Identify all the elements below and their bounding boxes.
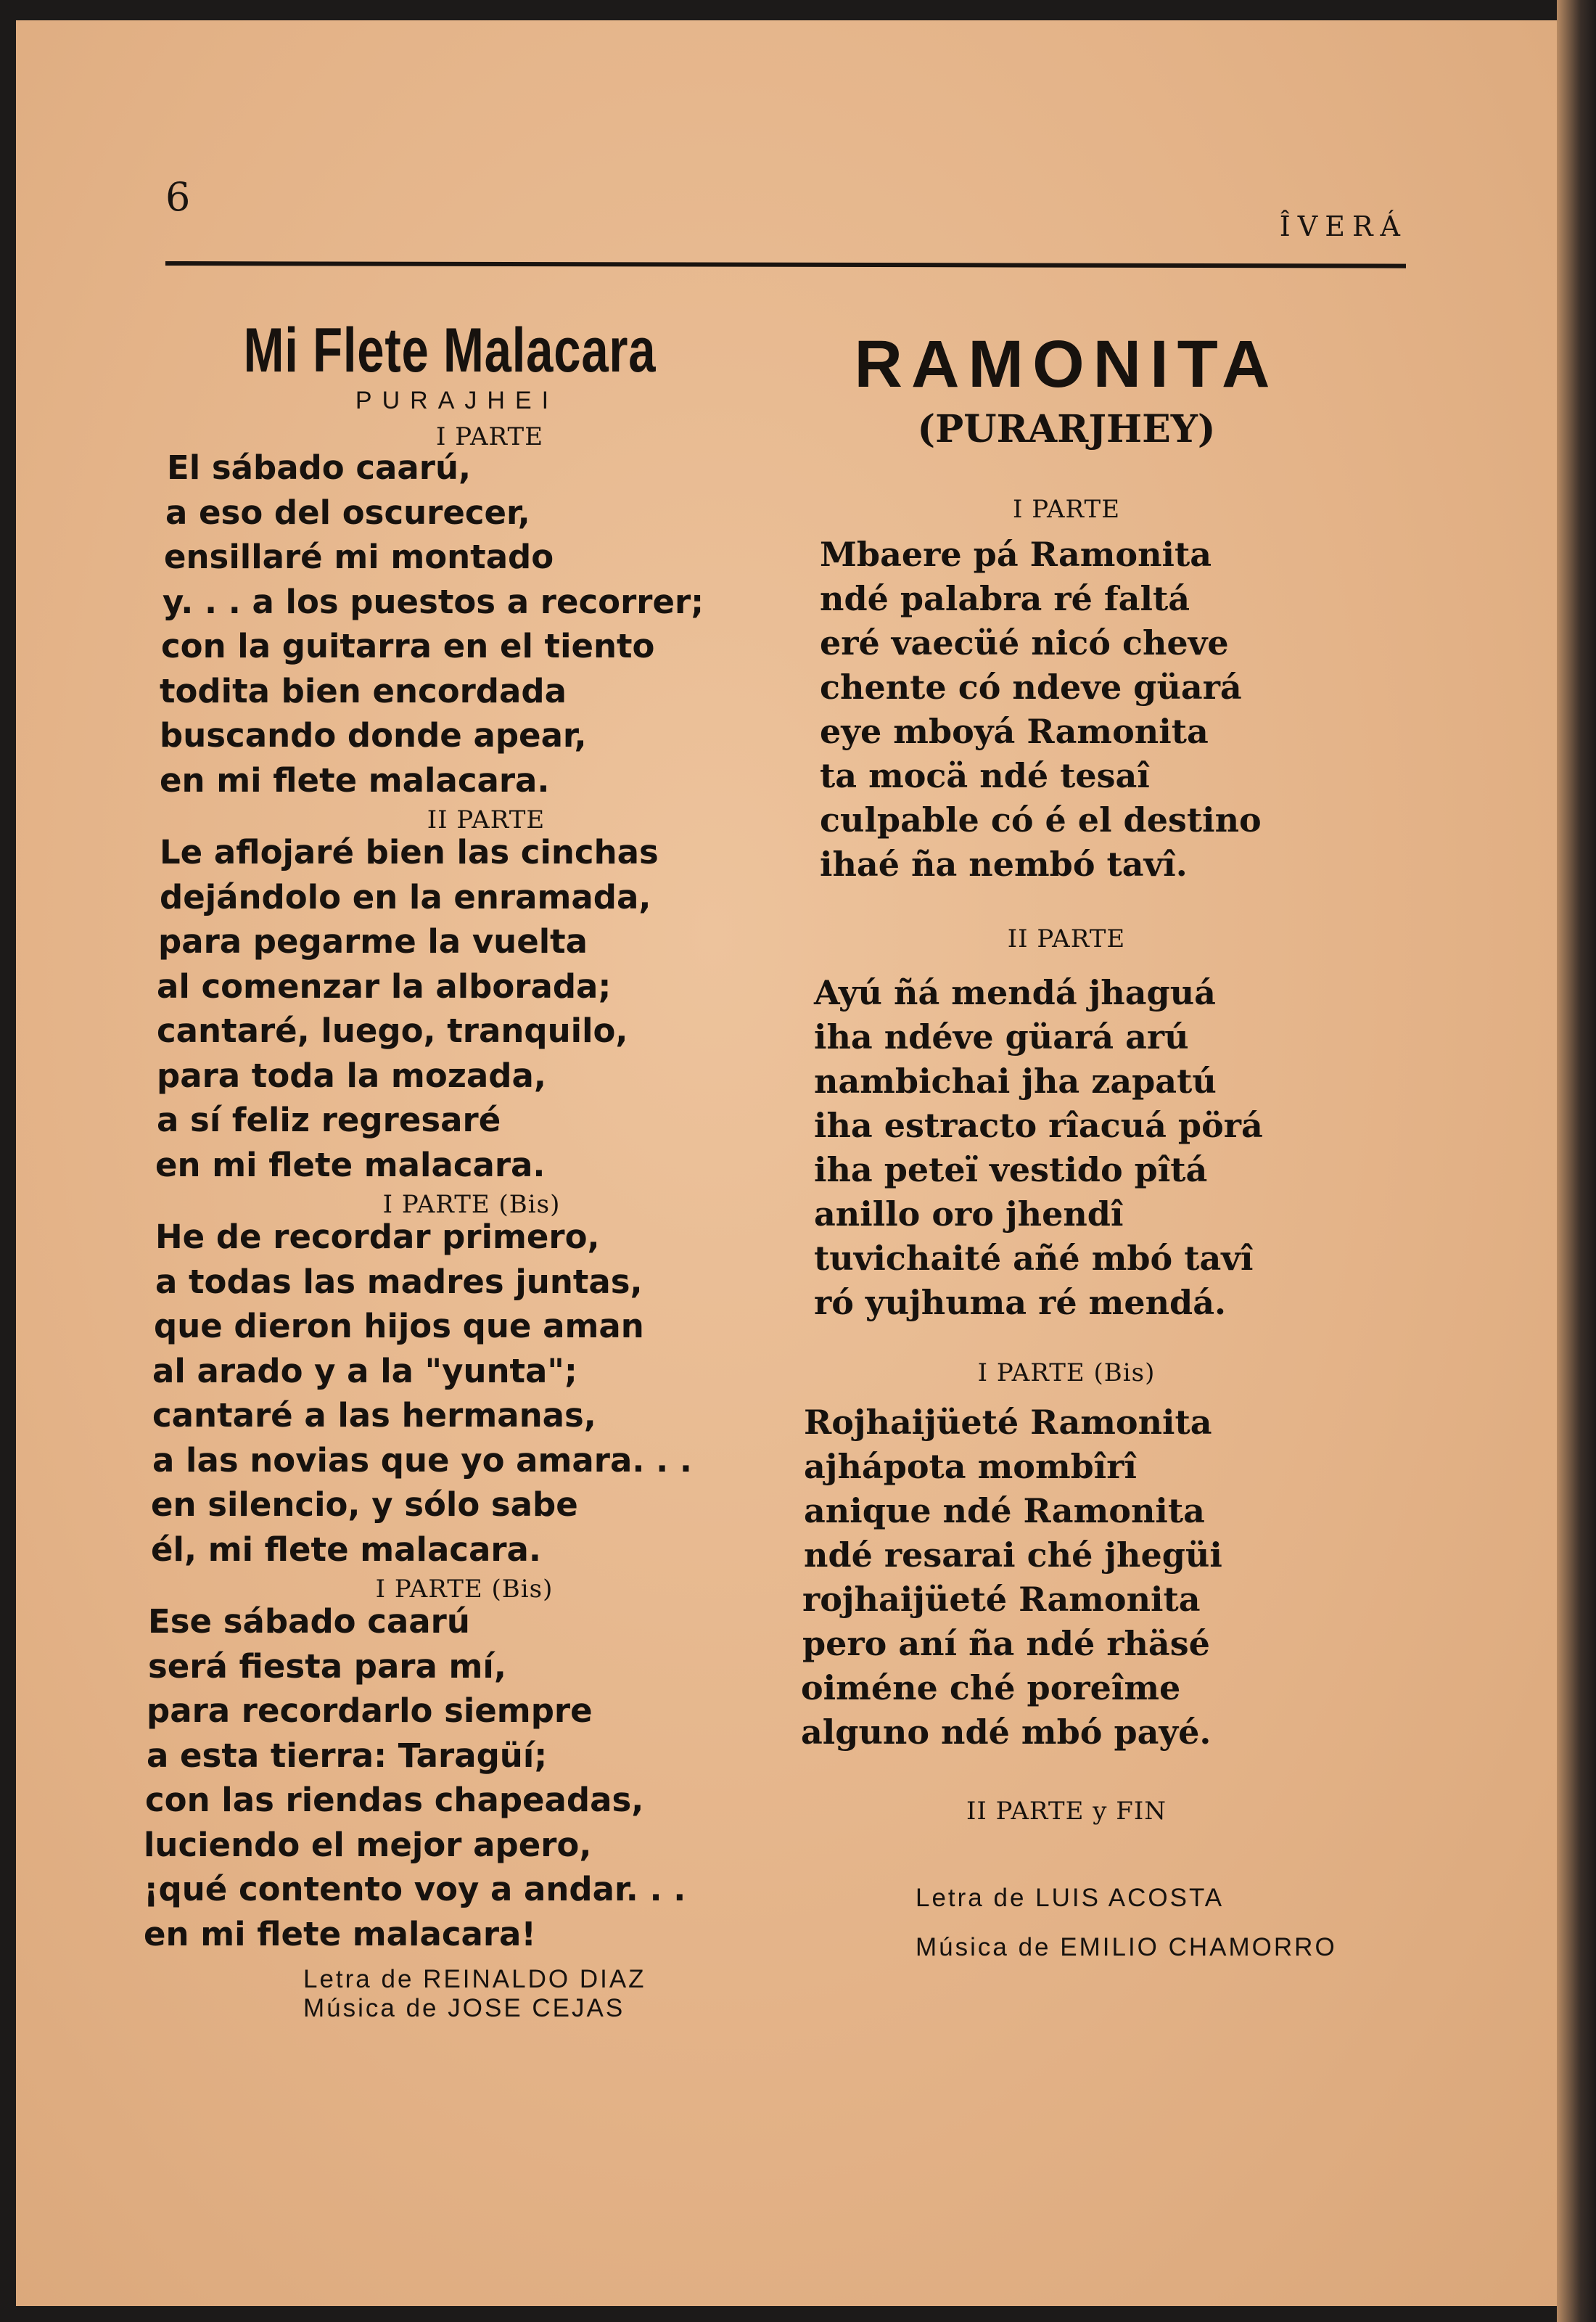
verse-line: cantaré, luego, tranquilo, bbox=[157, 1012, 628, 1050]
lyrics-author: LUIS ACOSTA bbox=[1035, 1884, 1225, 1912]
stanza bbox=[138, 1599, 733, 1956]
stanza bbox=[138, 446, 733, 803]
music-credit bbox=[303, 1994, 733, 2023]
verse-line: cantaré a las hermanas, bbox=[152, 1396, 596, 1435]
verse-line: y. . . a los puestos a recorrer; bbox=[163, 582, 704, 621]
verse-line: rojhaijüeté Ramonita bbox=[802, 1580, 1201, 1619]
section-heading: I PARTE (Bis) bbox=[382, 1190, 561, 1219]
verse-line: ta mocä ndé tesaî bbox=[820, 756, 1150, 795]
verse-line: iha ndéve güará arú bbox=[814, 1017, 1189, 1057]
verse-line: a todas las madres juntas, bbox=[155, 1262, 643, 1301]
section-heading: I PARTE bbox=[435, 422, 544, 451]
music-author: JOSE CEJAS bbox=[448, 1994, 625, 2022]
verse-line: pero aní ña ndé rhäsé bbox=[802, 1624, 1210, 1663]
section-heading: II PARTE bbox=[1007, 924, 1126, 953]
verse-line: He de recordar primero, bbox=[155, 1218, 600, 1256]
verse-line: buscando donde apear, bbox=[160, 716, 587, 755]
stanza bbox=[138, 830, 733, 1187]
music-label: Música de bbox=[916, 1933, 1051, 1961]
verse-line: con las riendas chapeadas, bbox=[145, 1781, 644, 1819]
verse-line: dejándolo en la enramada, bbox=[160, 877, 651, 916]
verse-line: nambichai jha zapatú bbox=[814, 1062, 1217, 1101]
section-heading: I PARTE bbox=[1012, 495, 1121, 524]
section-heading: II PARTE bbox=[427, 805, 546, 834]
stanza bbox=[791, 1400, 1342, 1755]
verse-line: él, mi flete malacara. bbox=[151, 1530, 542, 1569]
stanza bbox=[791, 533, 1342, 887]
verse-line: Mbaere pá Ramonita bbox=[820, 535, 1212, 574]
verse-line: ró yujhuma ré mendá. bbox=[814, 1283, 1227, 1322]
page-number: 6 bbox=[165, 174, 191, 220]
left-song-column bbox=[138, 305, 733, 2023]
verse-line: ndé resarai ché jhegüi bbox=[804, 1535, 1222, 1575]
section-heading: I PARTE (Bis) bbox=[375, 1575, 554, 1604]
verse-line: eré vaecüé nicó cheve bbox=[820, 623, 1229, 662]
verse-line: iha estracto rîacuá pörá bbox=[814, 1106, 1263, 1145]
stanza bbox=[138, 1215, 733, 1572]
music-label: Música de bbox=[303, 1994, 439, 2022]
left-song-title: Mi Flete Malacara bbox=[243, 316, 657, 385]
verse-line: ihaé ña nembó tavî. bbox=[820, 845, 1188, 884]
left-credits bbox=[303, 1965, 733, 2023]
right-song-subtitle: (PURARJHEY) bbox=[917, 407, 1216, 451]
verse-line: que dieron hijos que aman bbox=[154, 1307, 644, 1345]
verse-line: ¡qué contento voy a andar. . . bbox=[144, 1870, 686, 1908]
right-song-column bbox=[791, 327, 1342, 1962]
verse-line: en silencio, y sólo sabe bbox=[151, 1485, 578, 1524]
lyrics-label: Letra de bbox=[303, 1965, 414, 1993]
verse-line: ensillaré mi montado bbox=[164, 538, 554, 576]
verse-line: en mi flete malacara! bbox=[144, 1914, 536, 1953]
verse-line: Ayú ñá mendá jhaguá bbox=[814, 973, 1216, 1012]
verse-line: culpable có é el destino bbox=[820, 800, 1262, 840]
stanza bbox=[791, 971, 1342, 1325]
verse-line: anillo oro jhendî bbox=[814, 1194, 1124, 1234]
right-song-title: RAMONITA bbox=[854, 327, 1279, 401]
music-author: EMILIO CHAMORRO bbox=[1060, 1933, 1337, 1961]
verse-line: para toda la mozada, bbox=[157, 1056, 546, 1095]
verse-line: ajhápota mombîrî bbox=[804, 1447, 1137, 1486]
verse-line: eye mboyá Ramonita bbox=[820, 712, 1209, 751]
verse-line: al comenzar la alborada; bbox=[157, 967, 612, 1006]
verse-line: alguno ndé mbó payé. bbox=[801, 1712, 1212, 1752]
verse-line: a eso del oscurecer, bbox=[165, 493, 530, 532]
lyrics-author: REINALDO DIAZ bbox=[423, 1965, 646, 1993]
book-spine bbox=[1557, 0, 1596, 2322]
section-heading: I PARTE (Bis) bbox=[977, 1358, 1156, 1387]
lyrics-credit bbox=[303, 1965, 733, 1994]
verse-line: Rojhaijüeté Ramonita bbox=[804, 1403, 1212, 1442]
verse-line: será fiesta para mí, bbox=[148, 1646, 506, 1686]
verse-line: Ese sábado caarú bbox=[148, 1602, 470, 1641]
right-credits bbox=[916, 1884, 1342, 1962]
verse-line: El sábado caarú, bbox=[167, 448, 472, 487]
verse-line: chente có ndeve güará bbox=[820, 668, 1242, 707]
section-heading: II PARTE y FIN bbox=[966, 1797, 1167, 1826]
verse-line: iha peteï vestido pîtá bbox=[814, 1150, 1208, 1189]
verse-line: a las novias que yo amara. . . bbox=[152, 1440, 692, 1480]
left-song-subtitle: PURAJHEI bbox=[355, 387, 559, 414]
verse-line: a sí feliz regresaré bbox=[157, 1101, 501, 1139]
verse-line: en mi flete malacara. bbox=[155, 1145, 546, 1184]
verse-line: Le aflojaré bien las cinchas bbox=[160, 833, 659, 871]
verse-line: para recordarlo siempre bbox=[147, 1691, 593, 1730]
verse-line: oiméne ché poreîme bbox=[801, 1668, 1181, 1707]
verse-line: a esta tierra: Taragüí; bbox=[147, 1736, 548, 1775]
verse-line: al arado y a la "yunta"; bbox=[152, 1351, 577, 1390]
verse-line: todita bien encordada bbox=[160, 671, 567, 710]
lyrics-label: Letra de bbox=[916, 1884, 1027, 1912]
music-credit bbox=[916, 1933, 1342, 1962]
verse-line: en mi flete malacara. bbox=[160, 760, 550, 800]
verse-line: para pegarme la vuelta bbox=[158, 922, 588, 961]
verse-line: ndé palabra ré faltá bbox=[820, 579, 1190, 618]
verse-line: luciendo el mejor apero, bbox=[144, 1825, 592, 1864]
verse-line: con la guitarra en el tiento bbox=[161, 627, 655, 665]
magazine-title: ÎVERÁ bbox=[1279, 210, 1407, 242]
verse-line: tuvichaité añé mbó tavî bbox=[814, 1239, 1254, 1278]
verse-line: anique ndé Ramonita bbox=[804, 1491, 1205, 1530]
lyrics-credit bbox=[916, 1884, 1342, 1913]
